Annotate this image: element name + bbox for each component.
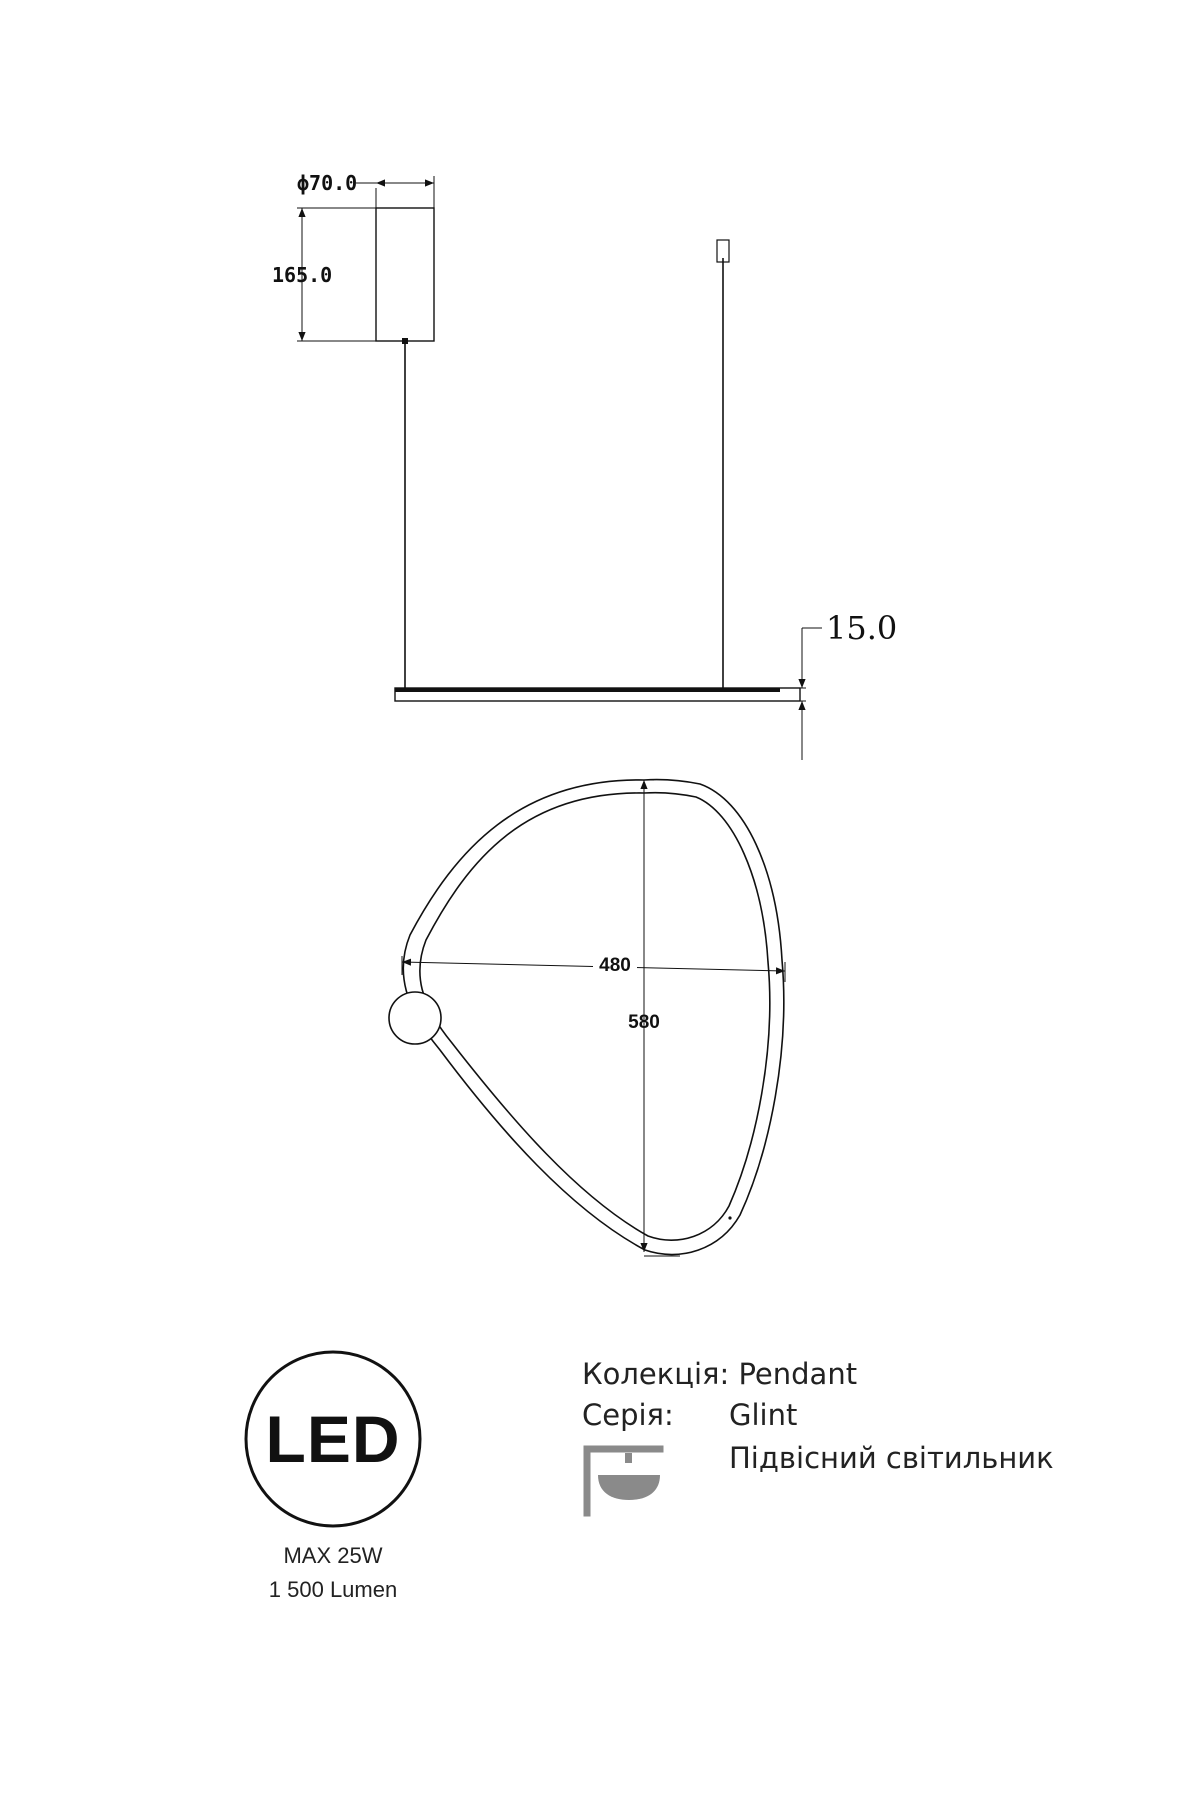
- top-view: [389, 780, 785, 1256]
- ring-profile-shading: [395, 688, 780, 692]
- series-label: Серія:: [582, 1398, 674, 1432]
- ring-inner-contour: [420, 793, 770, 1241]
- collection-row: [582, 1357, 857, 1391]
- ring-thickness-label: 15.0: [826, 609, 898, 647]
- canopy-diameter-label: ϕ70.0: [297, 171, 358, 195]
- led-badge: [246, 1352, 420, 1526]
- connector-disc: [389, 992, 441, 1044]
- pendant-lamp-icon: [587, 1449, 660, 1513]
- ring-outer-contour: [403, 780, 784, 1255]
- collection-label: Колекція:: [582, 1357, 730, 1391]
- canopy: [376, 208, 434, 341]
- led-luminous-flux: 1 500 Lumen: [268, 1577, 398, 1602]
- series-value: Glint: [729, 1398, 798, 1432]
- ring-detail-dot: [728, 1216, 731, 1219]
- led-badge-text: LED: [265, 1402, 401, 1476]
- collection-value: Pendant: [738, 1357, 858, 1391]
- led-power: MAX 25W: [283, 1543, 383, 1568]
- ring-width-label: 480: [599, 955, 631, 976]
- ring-height-label: 580: [628, 1012, 660, 1033]
- type-value: Підвісний світильник: [729, 1441, 1054, 1475]
- side-view: [297, 176, 822, 760]
- canopy-height-label: 165.0: [272, 263, 333, 287]
- canopy-cable-point: [402, 338, 408, 344]
